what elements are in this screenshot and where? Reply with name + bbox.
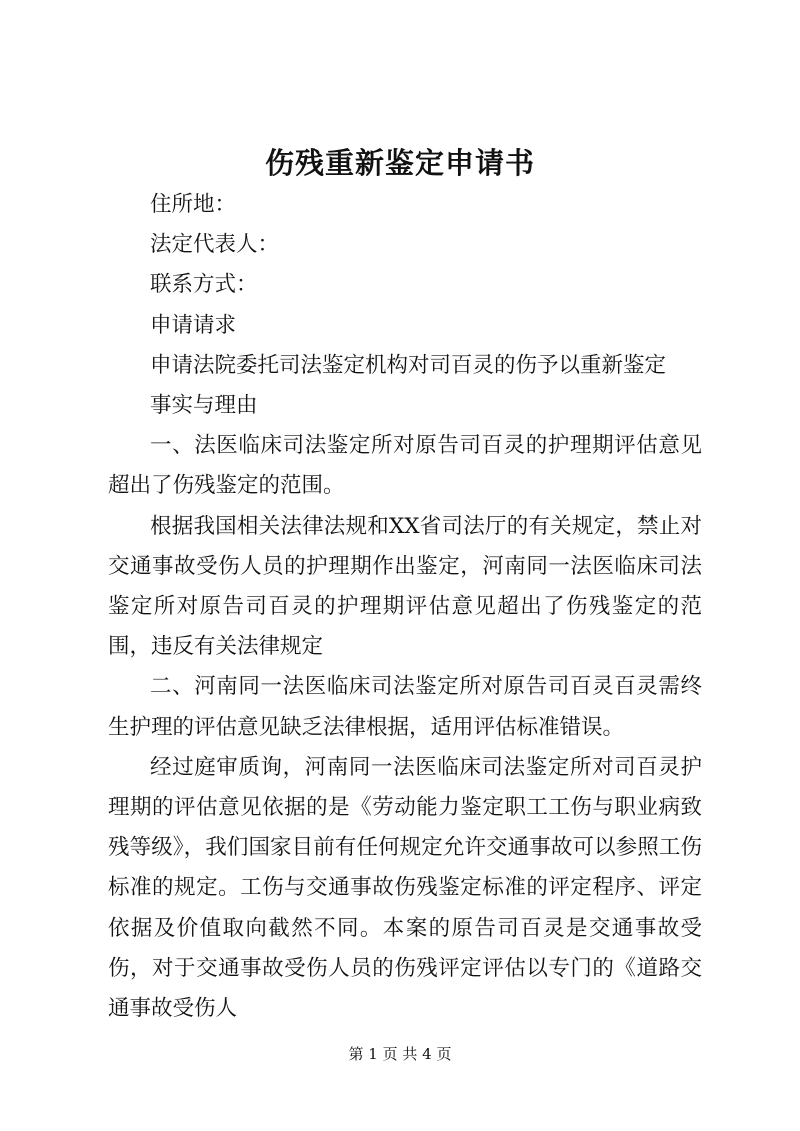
paragraph-reason-two-detail: 经过庭审质询，河南同一法医临床司法鉴定所对司百灵护理期的评估意见依据的是《劳动能力鉴定职工工伤与职业病致残等级》，我们国家目前有任何规定允许交通事故可以参照工伤标准的规定。工伤与交通事故伤残鉴定标准的评定程序、评定依据及价值取向截然不同。本案的原告司百灵是交通事故受伤，对于交通事故受伤人员的伤残评定评估以专门的《道路交通事故受伤人 (108, 754, 702, 1022)
paragraph-facts-heading: 事实与理由 (150, 393, 258, 419)
paragraph-reason-one-detail: 根据我国相关法律法规和XX省司法厅的有关规定，禁止对交通事故受伤人员的护理期作出鉴定，河南同一法医临床司法鉴定所对原告司百灵的护理期评估意见超出了伤残鉴定的范围，违反有关法律规定 (108, 513, 702, 660)
paragraph-request-heading: 申请请求 (150, 312, 237, 338)
paragraph-request: 申请法院委托司法鉴定机构对司百灵的伤予以重新鉴定 (150, 352, 667, 378)
paragraph-legal-representative: 法定代表人： (150, 232, 280, 258)
page-footer: 第 1 页 共 4 页 (348, 1045, 452, 1063)
paragraph-reason-two: 二、河南同一法医临床司法鉴定所对原告司百灵百灵需终生护理的评估意见缺乏法律根据，适用评估标准错误。 (108, 674, 702, 740)
paragraph-contact: 联系方式： (150, 272, 258, 298)
document-title: 伤残重新鉴定申请书 (264, 146, 535, 180)
document-body (108, 185, 702, 1029)
paragraph-reason-one: 一、法医临床司法鉴定所对原告司百灵的护理期评估意见超出了伤残鉴定的范围。 (108, 433, 702, 499)
paragraph-address: 住所地： (150, 192, 237, 217)
